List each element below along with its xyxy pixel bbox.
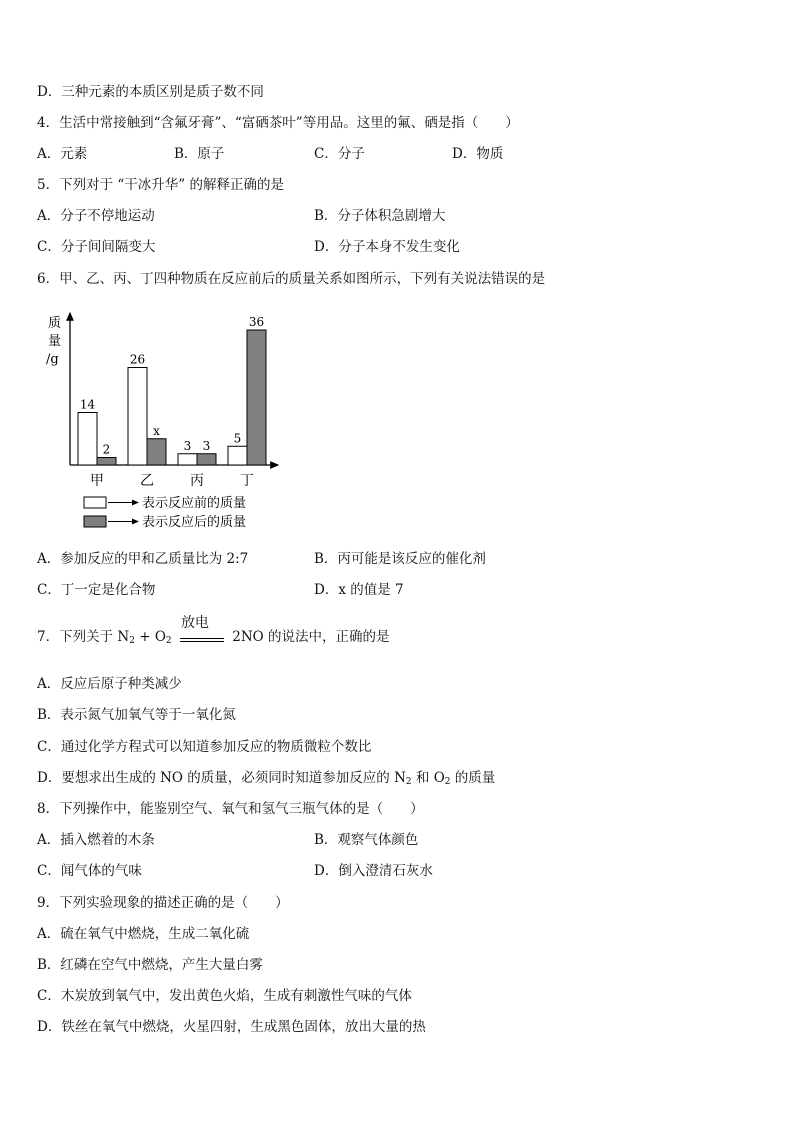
legend-before-label: 表示反应前的质量	[142, 496, 247, 511]
legend-swatch-before	[84, 497, 106, 508]
q7-option-a: A．反应后原子种类减少	[37, 676, 182, 692]
category-label-3: 丁	[240, 473, 254, 489]
q5-option-d: D．分子本身不发生变化	[314, 239, 460, 255]
q3-option-d: D．三种元素的本质区别是质子数不同	[37, 84, 264, 100]
data-label-before-0: 14	[79, 397, 96, 412]
data-label-after-1: x	[153, 423, 160, 438]
q8-stem: 8．下列操作中，能鉴别空气、氧气和氢气三瓶气体的是（ ）	[37, 801, 424, 817]
q7-option-c: C．通过化学方程式可以知道参加反应的物质微粒个数比	[37, 739, 372, 755]
category-label-0: 甲	[90, 473, 104, 489]
bar-after-0	[97, 458, 116, 466]
category-label-2: 丙	[190, 473, 204, 489]
mass-bar-chart	[40, 305, 300, 535]
bar-before-0	[78, 413, 97, 466]
q4-option-b: B．原子	[174, 146, 225, 162]
data-label-after-2: 3	[202, 438, 211, 453]
q6-option-b: B．丙可能是该反应的催化剂	[314, 551, 486, 567]
q9-option-a: A．硫在氧气中燃烧，生成二氧化硫	[37, 926, 250, 942]
data-label-before-1: 26	[129, 352, 146, 367]
y-label-2: 量	[48, 334, 62, 349]
q8-option-a: A．插入燃着的木条	[37, 832, 155, 848]
bar-after-2	[197, 454, 216, 465]
y-label-1: 质	[48, 316, 62, 331]
data-label-before-2: 3	[183, 438, 192, 453]
q8-option-d: D．倒入澄清石灰水	[314, 863, 433, 879]
q4-option-d: D．物质	[452, 146, 504, 162]
q5-option-b: B．分子体积急剧增大	[314, 208, 446, 224]
bar-before-2	[178, 454, 197, 465]
q9-option-d: D．铁丝在氧气中燃烧，火星四射，生成黑色固体，放出大量的热	[37, 1019, 426, 1035]
q5-stem: 5．下列对于 “干冰升华” 的解释正确的是	[37, 177, 284, 193]
legend-after-label: 表示反应后的质量	[142, 515, 247, 530]
q9-option-c: C．木炭放到氧气中，发出黄色火焰，生成有刺激性气味的气体	[37, 988, 412, 1004]
q9-stem: 9．下列实验现象的描述正确的是（ ）	[37, 895, 289, 911]
q9-option-b: B．红磷在空气中燃烧，产生大量白雾	[37, 957, 263, 973]
y-label-3: /g	[46, 352, 59, 367]
q7-stem: 7．下列关于 $N_2 + O_2$ 放电 2NO 的说法中，正确的是	[37, 614, 390, 646]
category-label-1: 乙	[140, 473, 154, 489]
reaction-arrow	[180, 614, 224, 642]
q4-option-c: C．分子	[314, 146, 365, 162]
q6-option-d: D．x 的值是 7	[314, 582, 404, 598]
q5-option-c: C．分子间间隔变大	[37, 239, 156, 255]
q6-option-c: C．丁一定是化合物	[37, 582, 156, 598]
bar-before-3	[228, 446, 247, 465]
q6-stem: 6．甲、乙、丙、丁四种物质在反应前后的质量关系如图所示，下列有关说法错误的是	[37, 271, 546, 287]
data-label-after-0: 2	[102, 442, 111, 457]
data-label-after-3: 36	[248, 315, 265, 329]
bar-after-1	[147, 439, 166, 465]
bar-after-3	[247, 330, 266, 465]
q7-option-d: D．要想求出生成的 NO 的质量，必须同时知道参加反应的 $N_2$ 和 $O_2$ 的质量	[37, 770, 496, 787]
q5-option-a: A．分子不停地运动	[37, 208, 155, 224]
q4-stem: 4．生活中常接触到“含氟牙膏”、“富硒茶叶”等用品。这里的氟、硒是指（ ）	[37, 115, 519, 131]
bar-before-1	[128, 368, 147, 466]
reaction-condition: 放电	[180, 614, 209, 631]
data-label-before-3: 5	[233, 431, 242, 446]
q6-option-a: A．参加反应的甲和乙质量比为 2:7	[37, 551, 249, 567]
q7-option-b: B．表示氮气加氧气等于一氧化氮	[37, 707, 236, 723]
q8-option-c: C．闻气体的气味	[37, 863, 142, 879]
legend-swatch-after	[84, 516, 106, 527]
q4-option-a: A．元素	[37, 146, 88, 162]
q8-option-b: B．观察气体颜色	[314, 832, 419, 848]
